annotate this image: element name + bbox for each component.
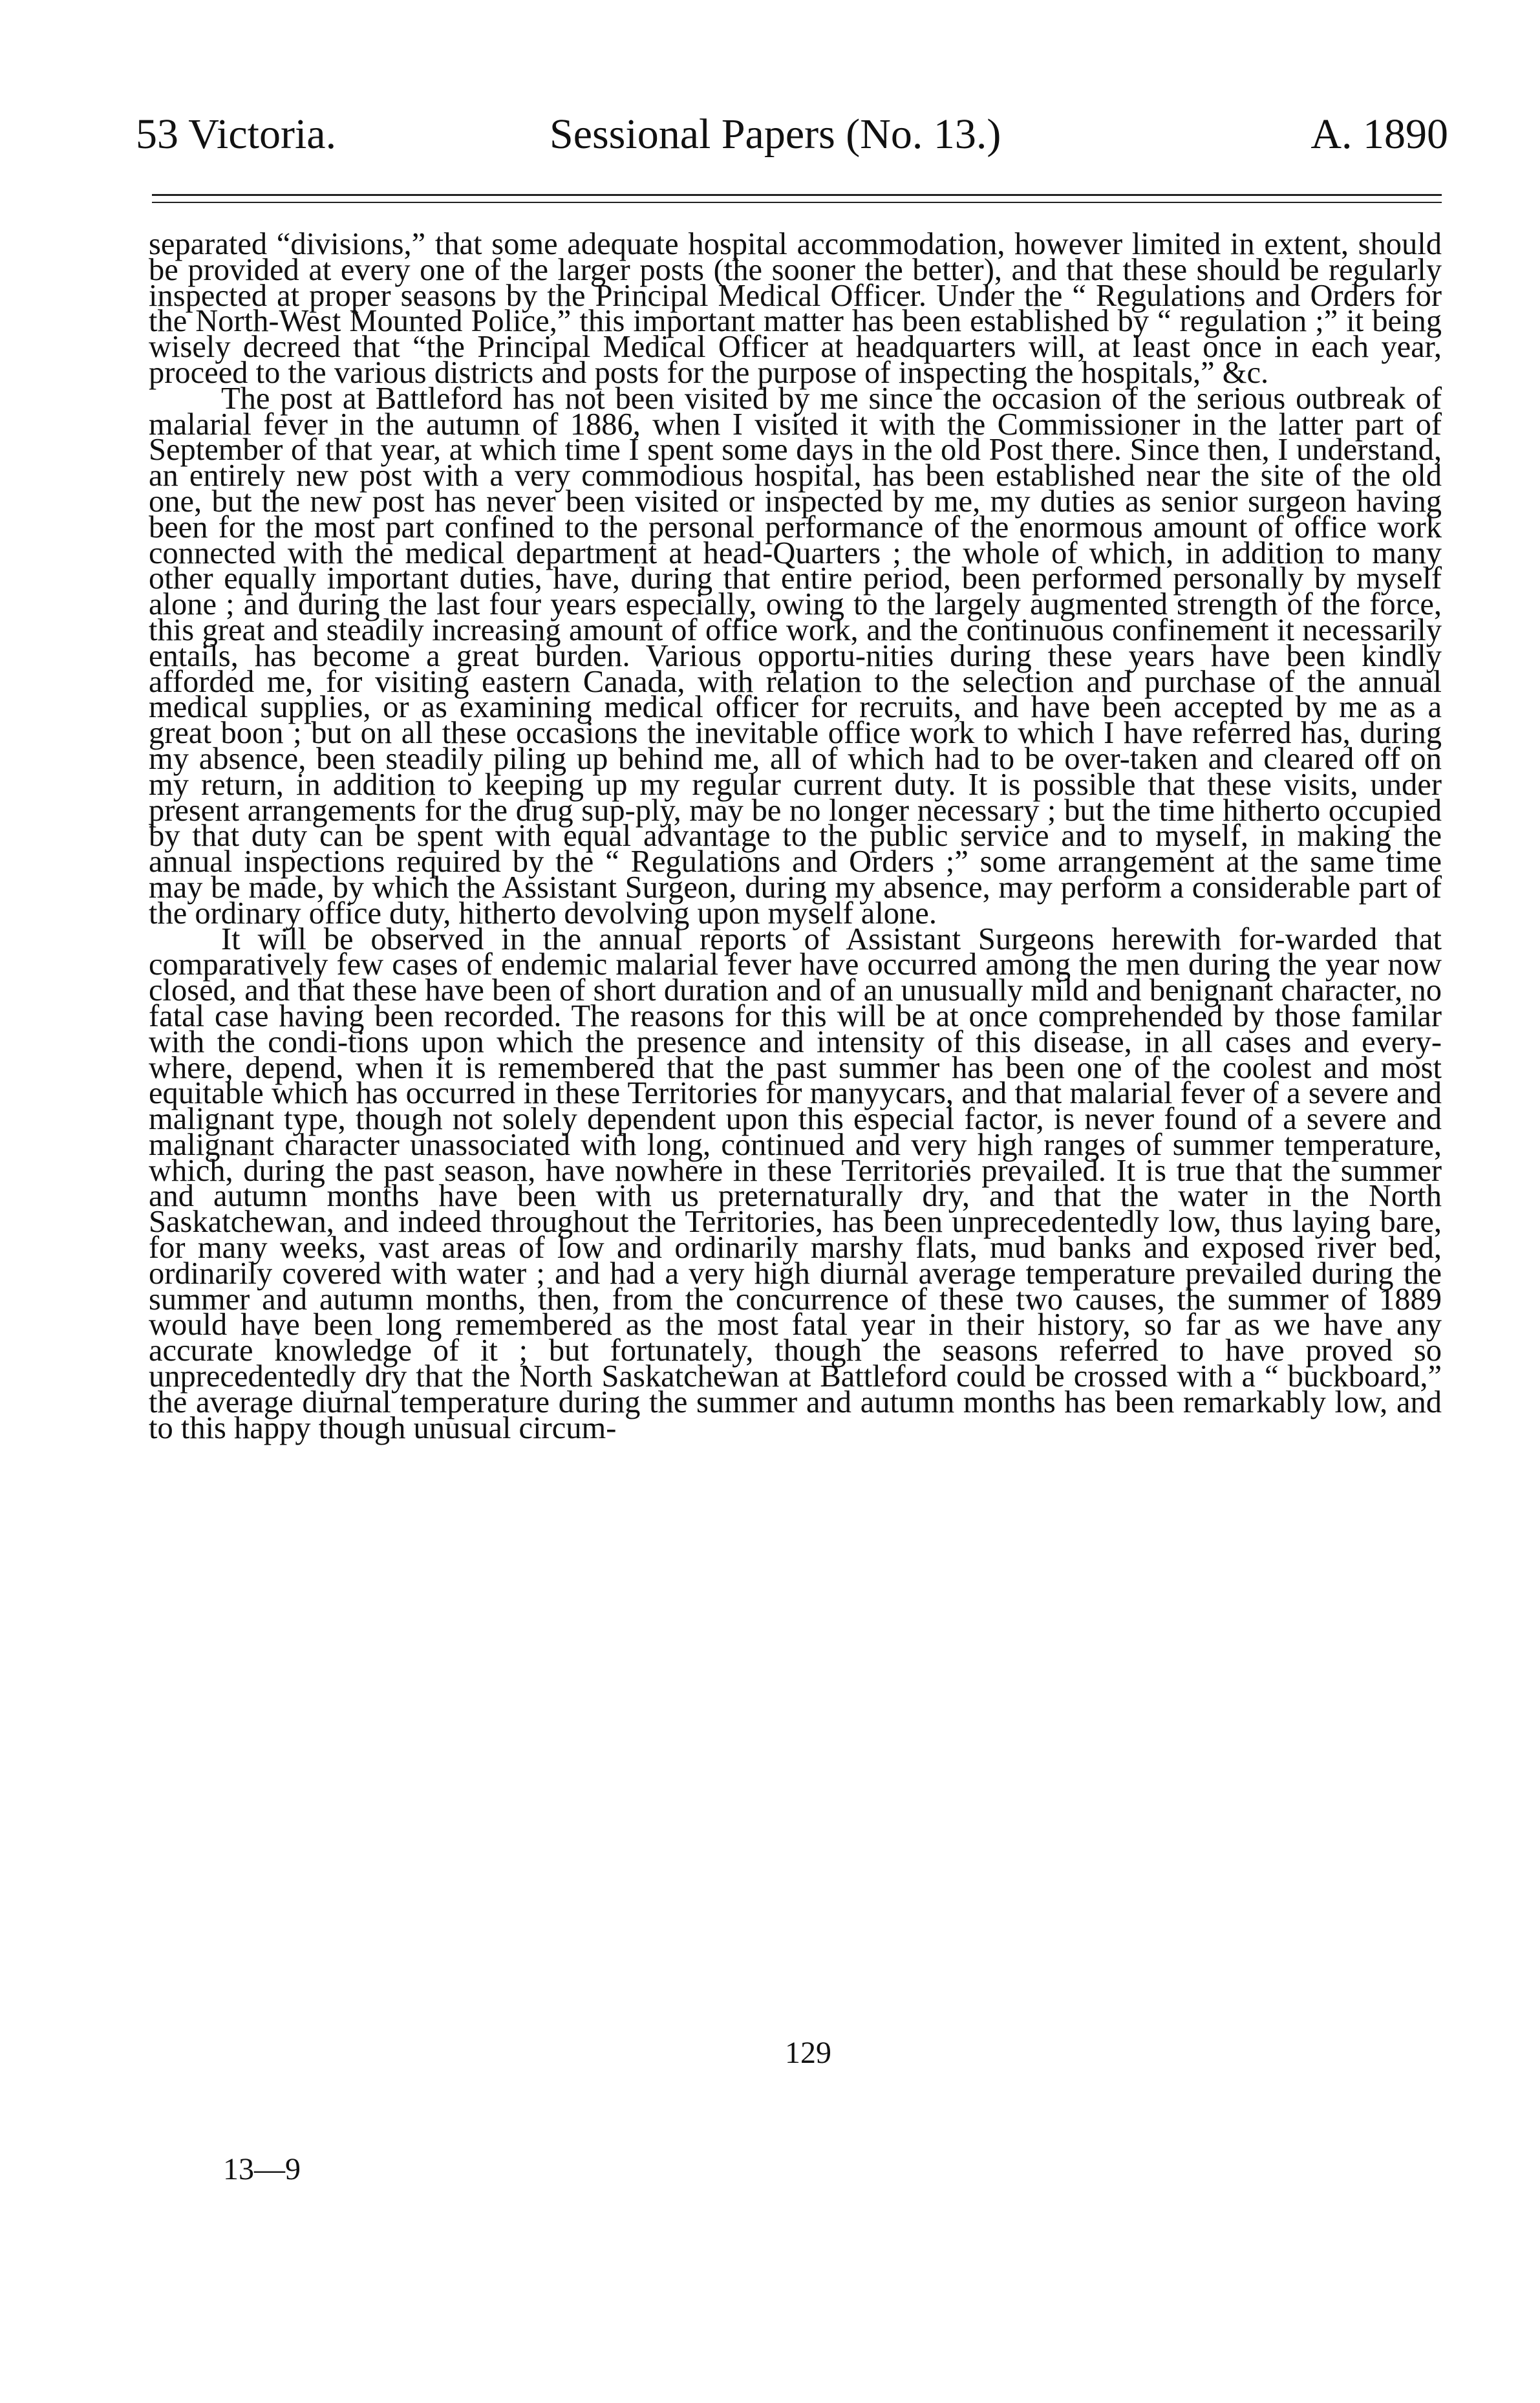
running-header xyxy=(129,109,1448,160)
signature-mark: 13—9 xyxy=(223,2152,301,2186)
header-publication: Sessional Papers (No. 13.) xyxy=(550,111,1001,158)
page-number: 129 xyxy=(785,2036,831,2070)
header-year: A. 1890 xyxy=(1310,111,1448,158)
paragraph-battleford: The post at Battleford has not been visited by me since the occasion of the serious outbreak of malarial fever in the autumn of 1886, when I visited it with the Commissioner in the latter part of September of that year, at which time I spent some days in the old Post there. Since then, I understand, an entirely new post with a very commodious hospital, has been established near the site of the old one, but the new post has never been visited or inspected by me, my duties as senior surgeon having been for the most part confined to the personal performance of the enormous amount of office work connected with the medical department at head-Quarters ; the whole of which, in addition to many other equally important duties, have, during that entire period, been performed personally by myself alone ; and during the last four years especially, owing to the largely augmented strength of the force, this great and steadily increasing amount of office work, and the continuous confinement it necessarily entails, has become a great burden. Various opportu-nities during these years have been kindly afforded me, for visiting eastern Canada, with relation to the selection and purchase of the annual medical supplies, or as examining medical officer for recruits, and have been accepted by me as a great boon ; but on all these occasions the inevitable office work to which I have referred has, during my absence, been steadily piling up behind me, all of which had to be over-taken and cleared off on my return, in addition to keeping up my regular current duty. It is possible that these visits, under present arrangements for the drug sup-ply, may be no longer necessary ; but the time hitherto occupied by that duty can be spent with equal advantage to the public service and to myself, in making the annual inspections required by the “ Regulations and Orders ;” some arrangement at the same time may be made, by which the Assistant Surgeon, during my absence, may perform a considerable part of the ordinary office duty, hitherto devolving upon myself alone. xyxy=(149,381,1442,931)
paragraph-malarial-fever: It will be observed in the annual reports of Assistant Surgeons herewith for-warded that comparatively few cases of endemic malarial fever have occurred among the men during the year now closed, and that these have been of short duration and of an unusually mild and benignant character, no fatal case having been recorded. The reasons for this will be at once comprehended by those familar with the condi-tions upon which the presence and intensity of this disease, in all cases and every-where, depend, when it is remembered that the past summer has been one of the coolest and most equitable which has occurred in these Territories for manyycars, and that malarial fever of a severe and malignant type, though not solely dependent upon this especial factor, is never found of a severe and malignant character unassociated with long, continued and very high ranges of summer temperature, which, during the past season, have nowhere in these Territories prevailed. It is true that the summer and autumn months have been with us preternaturally dry, and that the water in the North Saskatchewan, and indeed throughout the Territories, has been unprecedentedly low, thus laying bare, for many weeks, vast areas of low and ordinarily marshy flats, mud banks and exposed river bed, ordinarily covered with water ; and had a very high diurnal average temperature prevailed during the summer and autumn months, then, from the concurrence of these two causes, the summer of 1889 would have been long remembered as the most fatal year in their history, so far as we have any accurate knowledge of it ; but fortunately, though the seasons referred to have proved so unprecedentedly dry that the North Saskatchewan at Battleford could be crossed with a “ buckboard,” the average diurnal temperature during the summer and autumn months has been remarkably low, and to this happy though unusual circum- xyxy=(149,921,1442,1445)
header-rule-bottom xyxy=(152,202,1442,203)
paragraph-continued: separated “divisions,” that some adequate hospital accommodation, however limited in extent, should be provided at every one of the larger posts (the sooner the better), and that these should be regularly inspected at proper seasons by the Principal Medical Officer. Under the “ Regulations and Orders for the North-West Mounted Police,” this important matter has been established by “ regulation ;” it being wisely decreed that “the Principal Medical Officer at headquarters will, at least once in each year, proceed to the various districts and posts for the purpose of inspecting the hospitals,” &c. xyxy=(149,232,1442,390)
header-rule-top xyxy=(152,194,1442,196)
body-text xyxy=(149,232,1442,2029)
header-session: 53 Victoria. xyxy=(136,111,337,158)
